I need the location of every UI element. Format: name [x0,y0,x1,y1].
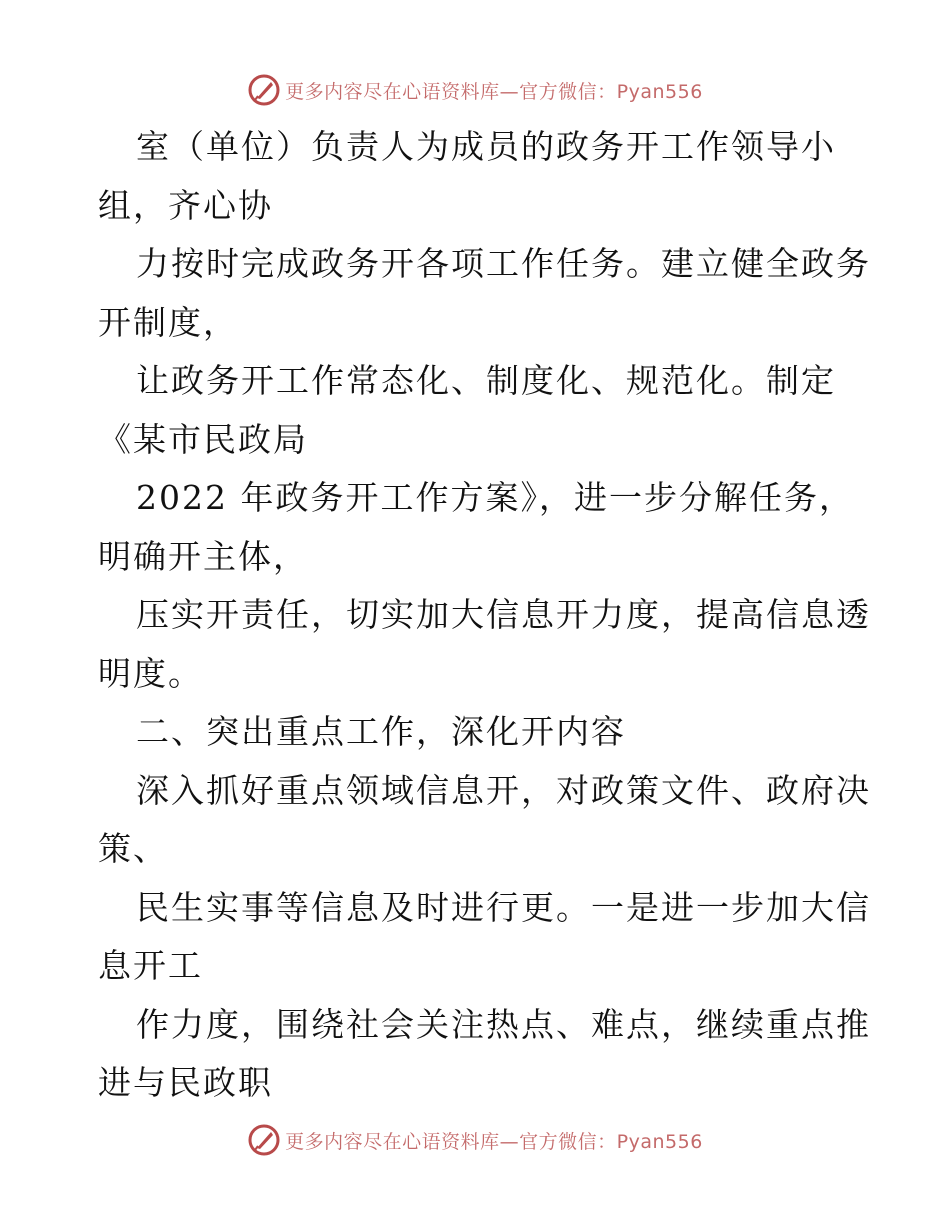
text-line: 让政务开工作常态化、制度化、规范化。制定 [136,361,836,400]
text-line: 开制度， [98,302,238,342]
text-line: 息开工 [98,946,203,985]
text-line: 作力度，围绕社会关注热点、难点，继续重点推 [136,1004,871,1044]
text-line: 明确开主体， [98,536,308,576]
quill-logo-icon [247,1123,281,1157]
text-line: 《某市民政局 [98,419,308,459]
text-line: 明度。 [98,653,203,693]
text-line: 室（单位）负责人为成员的政务开工作领导小 [136,127,836,166]
text-line: 力按时完成政务开各项工作任务。建立健全政务 [136,244,871,283]
text-line: 策、 [98,829,168,868]
header-banner [0,70,950,110]
text-line: 二、突出重点工作，深化开内容 [136,712,626,751]
text-line: 深入抓好重点领域信息开，对政策文件、政府决 [136,770,871,810]
text-line: 进与民政职 [98,1063,273,1102]
header-banner-text: 更多内容尽在心语资料库—官方微信：Pyan556 [285,80,703,103]
footer-banner [0,1120,950,1160]
document-body [98,118,871,1113]
quill-logo-icon [247,73,281,107]
text-line: 2022 年政务开工作方案》，进一步分解任务， [136,478,854,517]
text-line: 组，齐心协 [98,185,273,225]
footer-banner-text: 更多内容尽在心语资料库—官方微信：Pyan556 [285,1130,703,1153]
text-line: 压实开责任，切实加大信息开力度，提高信息透 [136,595,871,634]
text-line: 民生实事等信息及时进行更。一是进一步加大信 [136,887,871,927]
